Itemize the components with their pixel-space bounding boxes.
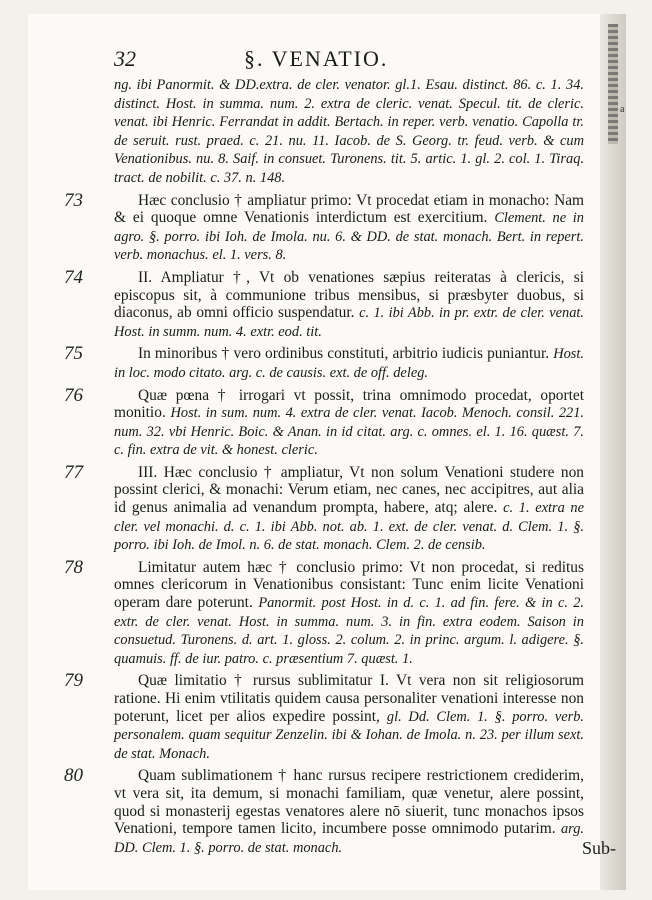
margin-number: 76 [64,384,83,406]
running-title: §. VENATIO. [244,46,389,71]
book-page [28,14,626,890]
catchword: Sub- [582,838,617,858]
side-mark: a [620,104,625,115]
margin-number: 74 [64,266,83,288]
margin-number: 80 [64,765,83,787]
paragraph-73 [64,189,584,265]
citation: ng. ibi Panormit. & DD.extra. de cler. venator. gl.1. Esau. distinct. 86. c. 1. 34. distinct. Host. in summa. num. 2. extra de cleric. venat. Specul. tit. de cleric. venat. ibi Henric. Ferrandat in addit. Bertach. in reper. verb. venatio. Capolla tr. de seruit. rust. praed. c. 21. nu. 11. Iacob. de S. Georg. tr. feud. verb. & cum Venationibus. nu. 8. Saif. in consuet. Turonens. tit. 5. artic. 1. gl. 2. col. 1. Tiraq. tract. de nobilit. c. 37. n. 148. [114,77,584,186]
paragraph-77 [64,461,584,555]
paragraph-text: Quæ pœna † irrogari vt possit, trina omnimodo procedat, oportet monitio. [114,386,584,422]
margin-number: 78 [64,556,83,578]
citation: Panormit. post Host. in d. c. 1. ad fin. fere. & in c. 2. extr. de cler. venat. Host. in summa. num. 3. in fin. extra eodem. Saison in consuetud. Turonens. d. art. 1. gloss. 2. colum. 2. in princ. argum. l. adigere. §. quamuis. ff. de iur. patro. c. præsentium 7. quæst. 1. [114,595,584,667]
paragraph-74 [64,266,584,341]
paragraph-text: Quam sublimationem † hanc rursus recipere restrictionem crediderim, vt vera sit, ita demum, si monachi familiam, quæ venetur, alere possint, quod si monasterij egestas venatores alere nō siuerit, tunc monachos ipsos Venationi, tempore tamen licito, incumbere posse omnimodo putarim. [114,767,584,838]
paragraph-75 [64,343,584,382]
paragraph-text: Limitatur autem hæc † conclusio primo: Vt non procedat, si reditus omnes clericorum in Venationibus consistant: Tunc enim licite Venationi operam dare poterunt. [114,558,584,612]
page-edge [600,14,626,890]
paragraph-text: Quæ limitatio † rursus sublimitatur I. Vt vera non sit religiosorum ratione. Hi enim vtilitatis quidem causa personaliter venationi interesse non poterunt, licet per alios expedire possint, [114,672,584,725]
citation: gl. Dd. Clem. 1. §. porro. verb. personalem. quam sequitur Zenzelin. ibi & Iohan. de Imola. n. 23. per illum sext. de stat. Monach. [114,708,584,762]
page-header [114,46,594,74]
paragraph-79 [64,670,584,763]
margin-number: 79 [64,670,83,692]
citation: Clement. ne in agro. §. porro. ibi Ioh. de Imola. nu. 6. & DD. de stat. monach. Bert. in repert. verb. monachus. el. 1. vers. 8. [114,210,584,264]
paragraph-text: In minoribus † vero ordinibus constituti, arbitrio iudicis puniantur. [138,345,550,363]
margin-number: 75 [64,343,83,365]
citation: Host. in sum. num. 4. extra de cler. venat. Iacob. Menoch. consil. 221. num. 32. vbi Henric. Boic. & Anan. in id citat. arg. c. omnes. el. 1. 16. quæst. 7. c. fin. extra de vit. & honest. cleric. [114,405,585,459]
margin-number: 77 [64,461,83,483]
paragraph-text: Hæc conclusio † ampliatur primo: Vt procedat etiam in monacho: Nam & ei quoque omne Venationis interdictum est exercitium. [114,191,584,227]
paragraph-text: III. Hæc conclusio † ampliatur, Vt non solum Venationi studere non possint clerici, & monachi: Verum etiam, nec canes, nec accipitres, aut alia id genus animalia ad venandum prompta, habere, atq; alere. [114,463,584,517]
citation: arg. DD. Clem. 1. §. porro. de stat. monach. [114,821,584,856]
text-body [64,76,585,861]
paragraph-0 [114,76,584,188]
citation: c. 1. ibi Abb. in pr. extr. de cler. venat. Host. in summ. num. 4. extr. eod. tit. [114,305,584,340]
paragraph-80 [64,765,584,857]
paragraph-text: II. Ampliatur †, Vt ob venationes sæpius reiteratas à clericis, si episcopus sit, à communione tribus mensibus, si præsbyter duobus, si diaconus, ab omni officio suspendatur. [114,268,584,322]
page-number: 32 [114,46,136,71]
citation: c. 1. extra ne cler. vel monachi. d. c. 1. ibi Abb. not. ab. 1. ext. de cler. venat. d. Clem. 1. §. porro. ibi Ioh. de Imol. n. 6. de stat. monach. Clem. 2. de censib. [114,500,584,554]
citation: Host. in loc. modo citato. arg. c. de causis. ext. de off. deleg. [114,346,584,381]
paragraph-78 [64,556,584,669]
margin-number: 73 [64,189,83,211]
paragraph-76 [64,384,585,460]
